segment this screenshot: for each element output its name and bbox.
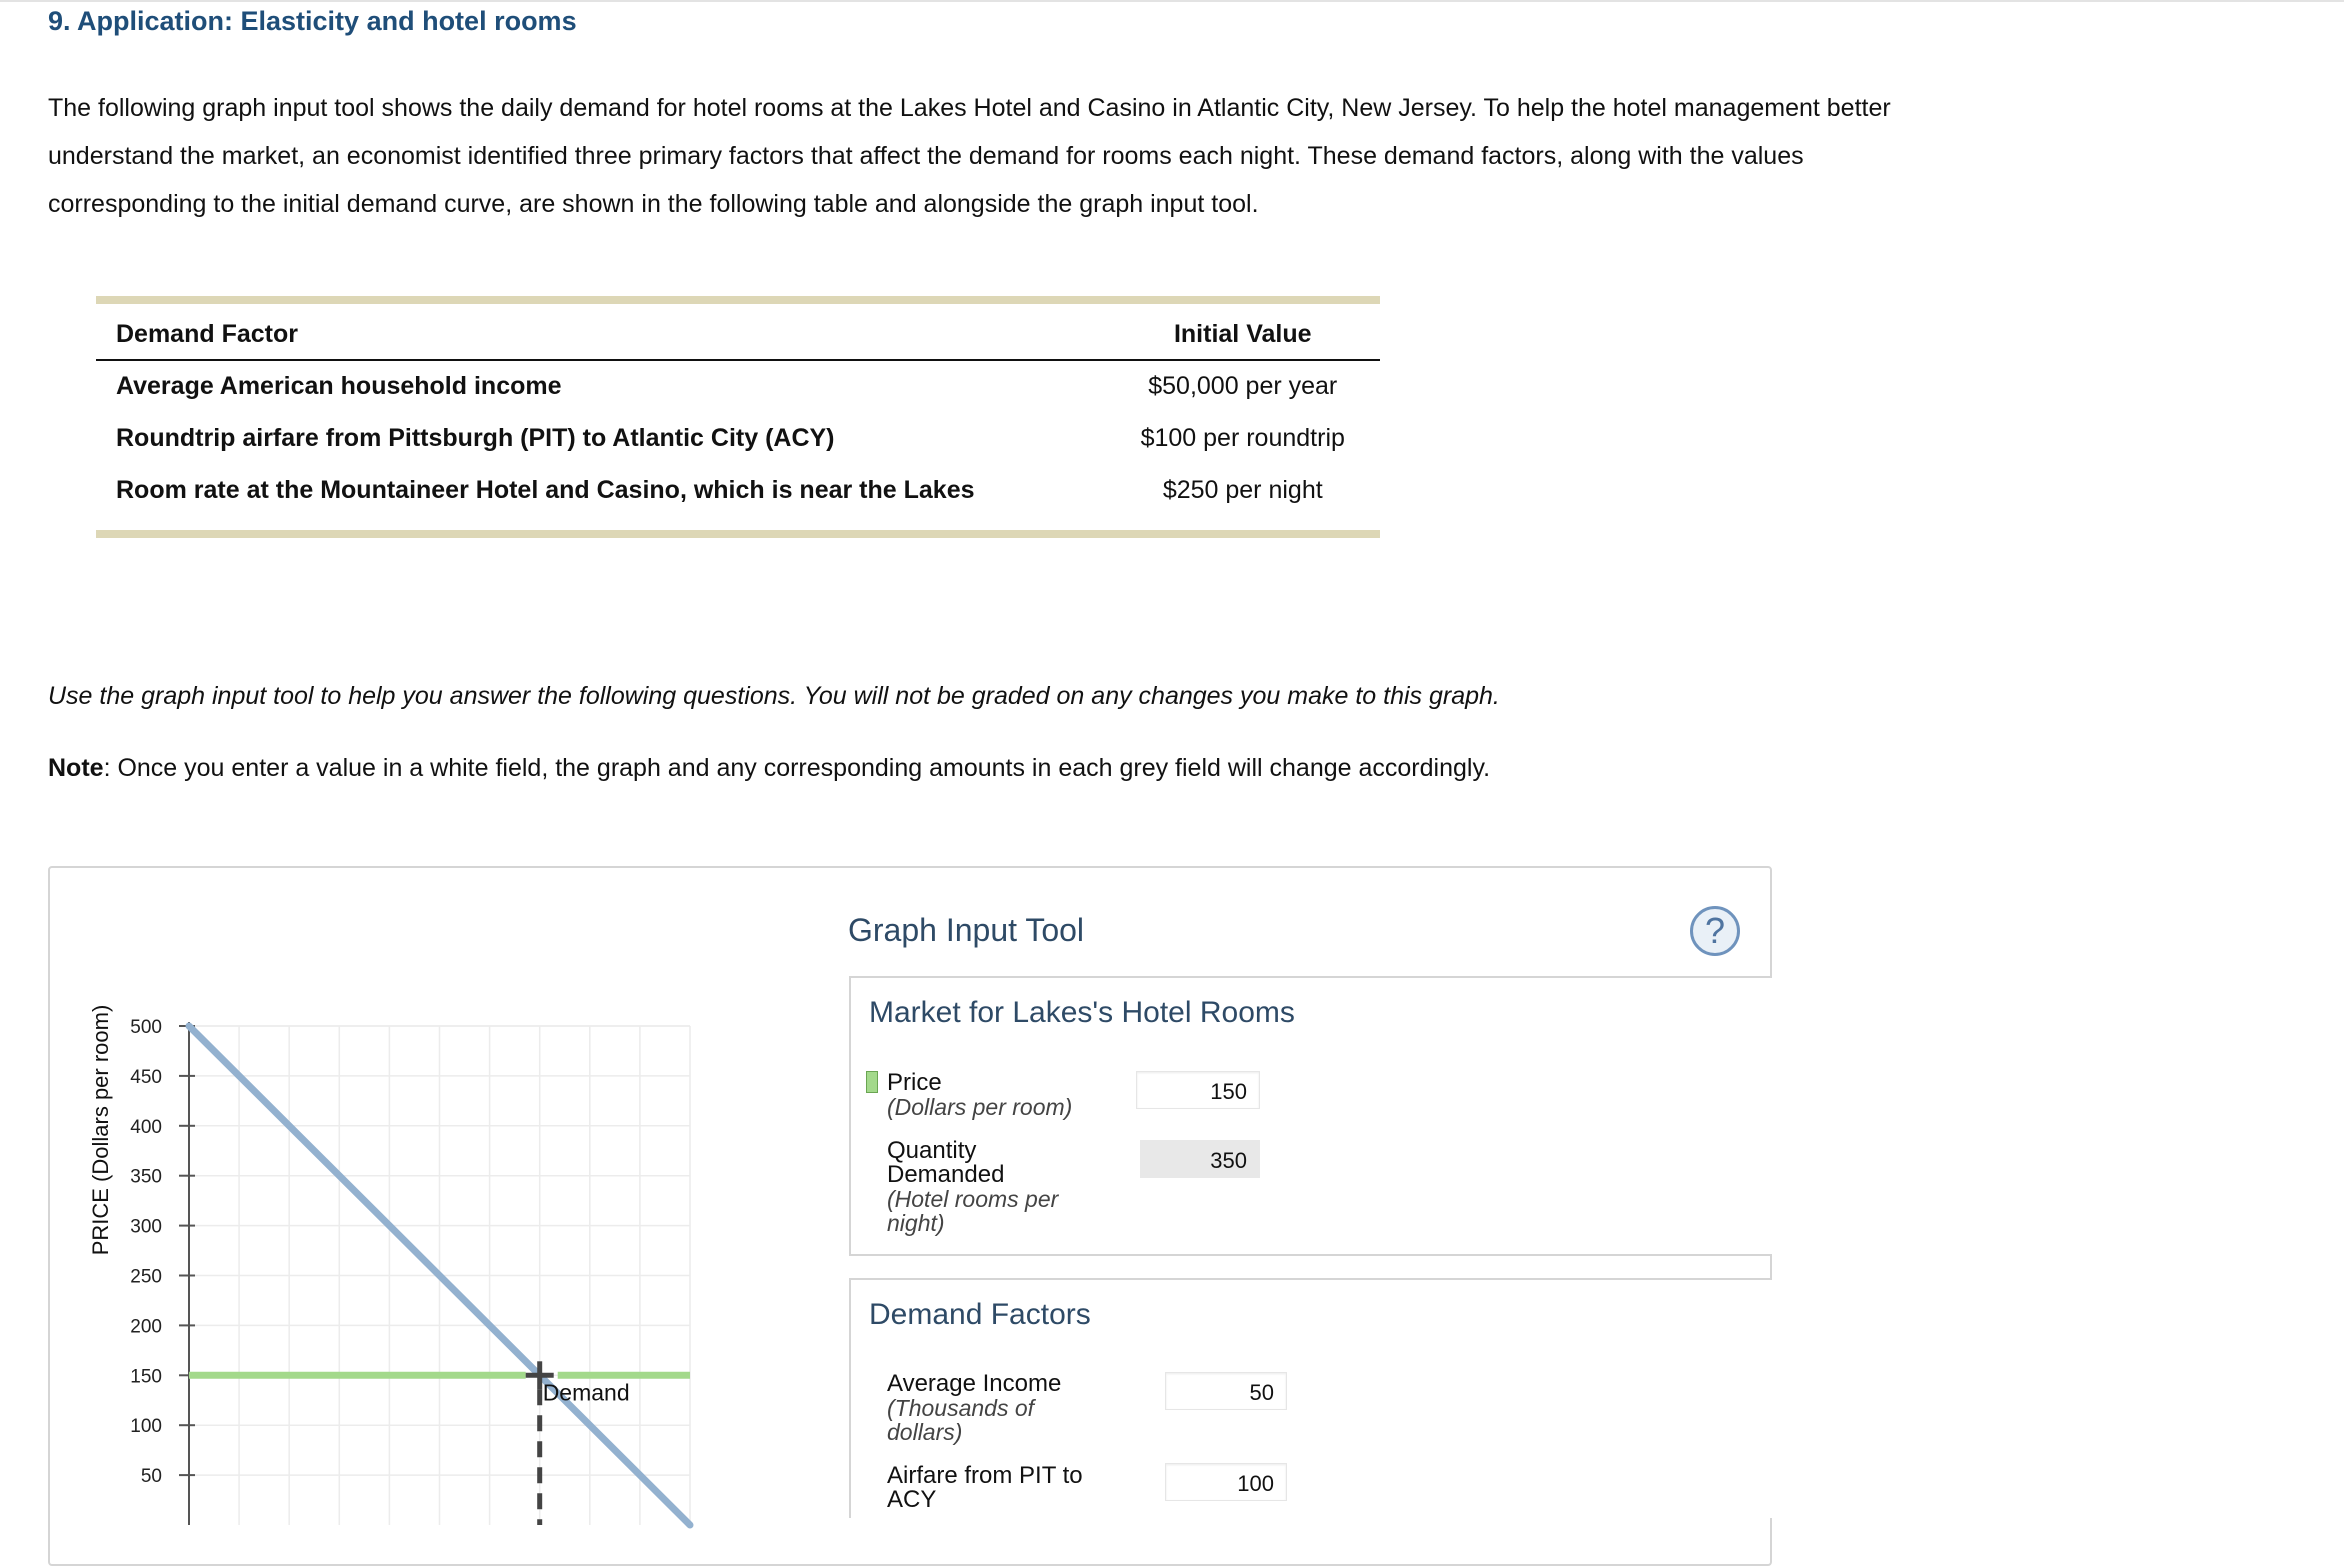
price-unit: (Dollars per room) <box>887 1094 1073 1120</box>
question-title: 9. Application: Elasticity and hotel rooms <box>48 6 577 36</box>
airfare-label: Airfare from PIT to <box>887 1462 1083 1489</box>
y-tick-label: 250 <box>130 1266 162 1288</box>
y-tick-label: 100 <box>130 1416 162 1438</box>
market-panel-title: Market for Lakes's Hotel Rooms <box>869 996 1295 1029</box>
factor-name: Roundtrip airfare from Pittsburgh (PIT) to Atlantic City (ACY) <box>116 423 835 452</box>
y-tick-label: 200 <box>130 1316 162 1338</box>
income-unit-line2: dollars) <box>887 1419 963 1445</box>
price-legend-swatch <box>866 1071 878 1093</box>
help-icon[interactable]: ? <box>1690 906 1740 956</box>
note-body: : Once you enter a value in a white field, the graph and any corresponding amounts in each grey field will change accordingly. <box>103 754 1491 782</box>
y-tick-label: 50 <box>140 1466 162 1488</box>
demand-curve-label: Demand <box>542 1379 630 1406</box>
quantity-label-line1: Quantity <box>887 1137 977 1164</box>
airfare-input[interactable]: 100 <box>1165 1463 1287 1501</box>
airfare-label-line2: ACY <box>887 1486 937 1513</box>
y-tick-label: 500 <box>130 1017 162 1038</box>
income-unit-line1: (Thousands of <box>887 1395 1035 1421</box>
factor-value: $50,000 per year <box>1148 372 1338 400</box>
instructions-text: Use the graph input tool to help you answer the following questions. You will not be graded on any changes you make to this graph. <box>48 682 1500 710</box>
quantity-label-line2: Demanded <box>887 1161 1005 1188</box>
quantity-unit-line1: (Hotel rooms per <box>887 1186 1059 1212</box>
factor-name: Room rate at the Mountaineer Hotel and Casino, which is near the Lakes <box>116 475 975 504</box>
question-intro: The following graph input tool shows the daily demand for hotel rooms at the Lakes Hotel and Casino in Atlantic City, New Jersey. To help the hotel management better understand the market, an economist identified three primary factors that affect the demand for rooms each night. These demand factors, along with the values corresponding to the initial demand curve, are shown in the following table and alongside the graph input tool. <box>48 94 1891 218</box>
y-tick-label: 150 <box>130 1366 162 1388</box>
y-axis-label: PRICE (Dollars per room) <box>88 1004 113 1256</box>
demand-factors-title: Demand Factors <box>869 1298 1091 1331</box>
factor-value: $250 per night <box>1162 475 1323 504</box>
table-header-factor: Demand Factor <box>96 304 1106 360</box>
income-label: Average Income <box>887 1370 1062 1397</box>
y-tick-label: 450 <box>130 1066 162 1088</box>
factor-value: $100 per roundtrip <box>1140 423 1345 452</box>
price-label: Price <box>887 1069 942 1096</box>
quantity-unit-line2: night) <box>887 1210 945 1236</box>
factor-name: Average American household income <box>116 372 562 400</box>
table-header-value: Initial Value <box>1106 304 1381 360</box>
y-tick-label: 300 <box>130 1216 162 1238</box>
graph-tool-title: Graph Input Tool <box>848 912 1085 948</box>
price-input[interactable]: 150 <box>1136 1071 1260 1109</box>
y-tick-label: 400 <box>130 1116 162 1138</box>
y-tick-label: 350 <box>130 1166 162 1188</box>
note-label: Note <box>48 754 104 782</box>
quantity-demanded-field: 350 <box>1140 1140 1260 1178</box>
income-input[interactable]: 50 <box>1165 1372 1287 1410</box>
